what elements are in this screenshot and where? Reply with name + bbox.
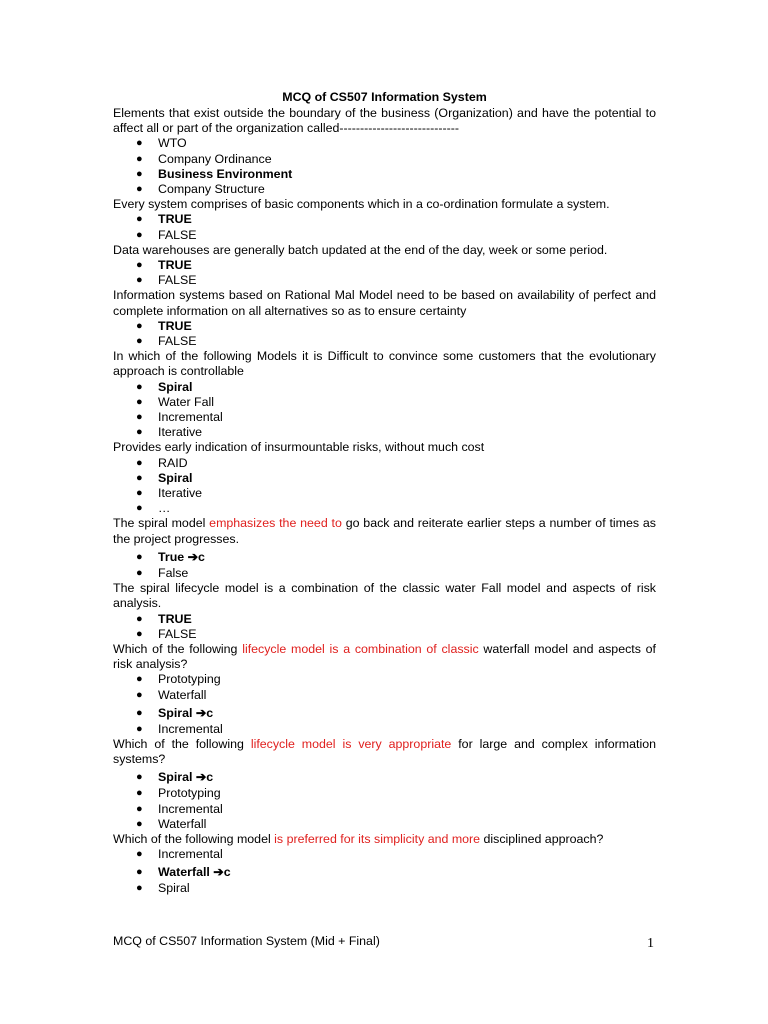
question-text: [113, 832, 656, 847]
option-label: Prototyping: [158, 672, 221, 687]
question-list: [113, 106, 656, 897]
footer-text: MCQ of CS507 Information System (Mid + Final): [113, 934, 380, 948]
option-label: Spiral: [158, 881, 190, 896]
option-label: Water Fall: [158, 394, 214, 409]
question-text: [113, 737, 656, 767]
question-text: [113, 642, 656, 672]
option-list: [113, 136, 656, 197]
answer-option: [113, 425, 656, 440]
option-label: Incremental: [158, 847, 223, 862]
bullet-icon: ●: [136, 228, 143, 241]
option-label: Iterative: [158, 425, 203, 440]
answer-option: [113, 136, 656, 151]
highlighted-text: emphasizes the need to: [209, 516, 342, 531]
option-label: WTO: [158, 136, 187, 151]
bullet-icon: ●: [136, 426, 143, 439]
bullet-icon: ●: [136, 706, 143, 719]
answer-option-correct: [113, 471, 656, 486]
answer-option: [113, 486, 656, 501]
question-text: [113, 440, 656, 455]
page-title: MCQ of CS507 Information System: [282, 90, 487, 104]
highlighted-text: lifecycle model is very appropriate: [250, 736, 452, 751]
bullet-icon: ●: [136, 627, 143, 640]
option-label: FALSE: [158, 273, 197, 288]
answer-option: [113, 881, 656, 896]
answer-option: [113, 410, 656, 425]
option-label: FALSE: [158, 626, 197, 641]
option-list: [113, 212, 656, 242]
answer-option: [113, 627, 656, 642]
option-list: [113, 380, 656, 441]
answer-option-correct: [113, 319, 656, 334]
option-label: FALSE: [158, 227, 197, 242]
option-label: Business Environment: [158, 166, 293, 181]
question-text: [113, 243, 656, 258]
bullet-icon: ●: [136, 137, 143, 150]
page-footer: [113, 933, 656, 950]
answer-option: [113, 847, 656, 862]
question-text: [113, 349, 656, 379]
question-text-part: Which of the following: [113, 736, 251, 751]
answer-option-correct: [113, 549, 656, 566]
bullet-icon: ●: [136, 183, 143, 196]
answer-option: [113, 228, 656, 243]
answer-option-correct: [113, 212, 656, 227]
bullet-icon: ●: [136, 848, 143, 861]
option-label: FALSE: [158, 334, 197, 349]
answer-option: [113, 672, 656, 687]
answer-option: [113, 566, 656, 581]
bullet-icon: ●: [136, 456, 143, 469]
option-list: [113, 672, 656, 737]
highlighted-text: is preferred for its simplicity and more: [274, 831, 481, 846]
answer-option-correct: [113, 705, 656, 722]
question-text-part: The spiral model: [113, 516, 210, 531]
bullet-icon: ●: [136, 395, 143, 408]
option-label: Spiral ➔c: [158, 705, 214, 720]
question-text-part: Provides early indication of insurmountable risks, without much cost: [113, 440, 485, 455]
answer-option: [113, 334, 656, 349]
option-list: [113, 612, 656, 642]
option-label: Waterfall: [158, 816, 207, 831]
option-label: Incremental: [158, 801, 223, 816]
question-text-part: Which of the following model: [113, 831, 275, 846]
option-label: False: [158, 565, 189, 580]
answer-option: [113, 152, 656, 167]
question-text-part: Information systems based on Rational Mal Model need to be based on availability of perfect and complete information on all alternatives so as to ensure certainty: [113, 288, 656, 318]
option-label: Incremental: [158, 410, 223, 425]
option-list: [113, 847, 656, 896]
option-label: TRUE: [158, 611, 192, 626]
question-text: [113, 197, 656, 212]
question-text-part: The spiral lifecycle model is a combination of the classic water Fall model and aspects of risk analysis.: [113, 581, 656, 611]
answer-option: [113, 273, 656, 288]
question-text: [113, 106, 656, 136]
option-label: Waterfall: [158, 687, 207, 702]
option-label: TRUE: [158, 212, 192, 227]
bullet-icon: ●: [136, 335, 143, 348]
answer-option: [113, 786, 656, 801]
bullet-icon: ●: [136, 612, 143, 625]
option-label: …: [158, 501, 171, 516]
answer-option-correct: [113, 167, 656, 182]
answer-option: [113, 817, 656, 832]
bullet-icon: ●: [136, 866, 143, 879]
option-label: TRUE: [158, 258, 192, 273]
option-label: TRUE: [158, 318, 192, 333]
answer-option-correct: [113, 258, 656, 273]
bullet-icon: ●: [136, 167, 143, 180]
question-text-part: Which of the following: [113, 641, 243, 656]
question-text: [113, 516, 656, 546]
question-text-part: Every system comprises of basic components which in a co-ordination formulate a system.: [113, 197, 610, 212]
bullet-icon: ●: [136, 787, 143, 800]
bullet-icon: ●: [136, 319, 143, 332]
bullet-icon: ●: [136, 550, 143, 563]
answer-option: [113, 722, 656, 737]
bullet-icon: ●: [136, 502, 143, 515]
bullet-icon: ●: [136, 487, 143, 500]
document-page: [113, 89, 656, 897]
option-label: Incremental: [158, 721, 223, 736]
bullet-icon: ●: [136, 673, 143, 686]
answer-option: [113, 501, 656, 516]
answer-option: [113, 182, 656, 197]
answer-option: [113, 456, 656, 471]
option-list: [113, 769, 656, 832]
question-text-part: go back and reiterate earlier steps a number of times as the project progresses.: [113, 516, 656, 546]
answer-option-correct: [113, 612, 656, 627]
answer-option-correct: [113, 380, 656, 395]
question-text: [113, 581, 656, 611]
answer-option-correct: [113, 864, 656, 881]
answer-option-correct: [113, 769, 656, 786]
option-list: [113, 456, 656, 517]
option-list: [113, 258, 656, 288]
option-label: RAID: [158, 455, 188, 470]
bullet-icon: ●: [136, 411, 143, 424]
bullet-icon: ●: [136, 688, 143, 701]
question-text: [113, 288, 656, 318]
answer-option: [113, 395, 656, 410]
bullet-icon: ●: [136, 213, 143, 226]
bullet-icon: ●: [136, 274, 143, 287]
bullet-icon: ●: [136, 802, 143, 815]
answer-option: [113, 802, 656, 817]
answer-option: [113, 688, 656, 703]
option-label: Spiral: [158, 470, 193, 485]
question-text-part: for large and complex information systems?: [113, 736, 656, 767]
bullet-icon: ●: [136, 380, 143, 393]
question-text-part: Elements that exist outside the boundary of the business (Organization) and have the potential to affect all or part of the organization called-----------------------------: [113, 106, 656, 136]
option-label: Company Structure: [158, 182, 265, 197]
question-text-part: In which of the following Models it is Difficult to convince some customers that the evolutionary approach is controllable: [113, 349, 656, 379]
option-list: [113, 319, 656, 349]
option-label: Prototyping: [158, 786, 221, 801]
bullet-icon: ●: [136, 882, 143, 895]
highlighted-text: lifecycle model is a combination of classic: [242, 641, 479, 656]
option-label: Spiral: [158, 379, 193, 394]
question-text-part: disciplined approach?: [480, 831, 604, 846]
bullet-icon: ●: [136, 722, 143, 735]
bullet-icon: ●: [136, 817, 143, 830]
bullet-icon: ●: [136, 566, 143, 579]
option-list: [113, 549, 656, 581]
option-label: Iterative: [158, 486, 203, 501]
bullet-icon: ●: [136, 259, 143, 272]
bullet-icon: ●: [136, 771, 143, 784]
option-label: Spiral ➔c: [158, 770, 214, 785]
question-text-part: Data warehouses are generally batch updated at the end of the day, week or some period.: [113, 242, 608, 257]
question-text-part: waterfall model and aspects of risk analysis?: [113, 641, 657, 672]
page-number: 1: [647, 936, 654, 951]
option-label: True ➔c: [158, 549, 205, 564]
bullet-icon: ●: [136, 152, 143, 165]
bullet-icon: ●: [136, 471, 143, 484]
option-label: Company Ordinance: [158, 151, 272, 166]
option-label: Waterfall ➔c: [158, 865, 231, 880]
